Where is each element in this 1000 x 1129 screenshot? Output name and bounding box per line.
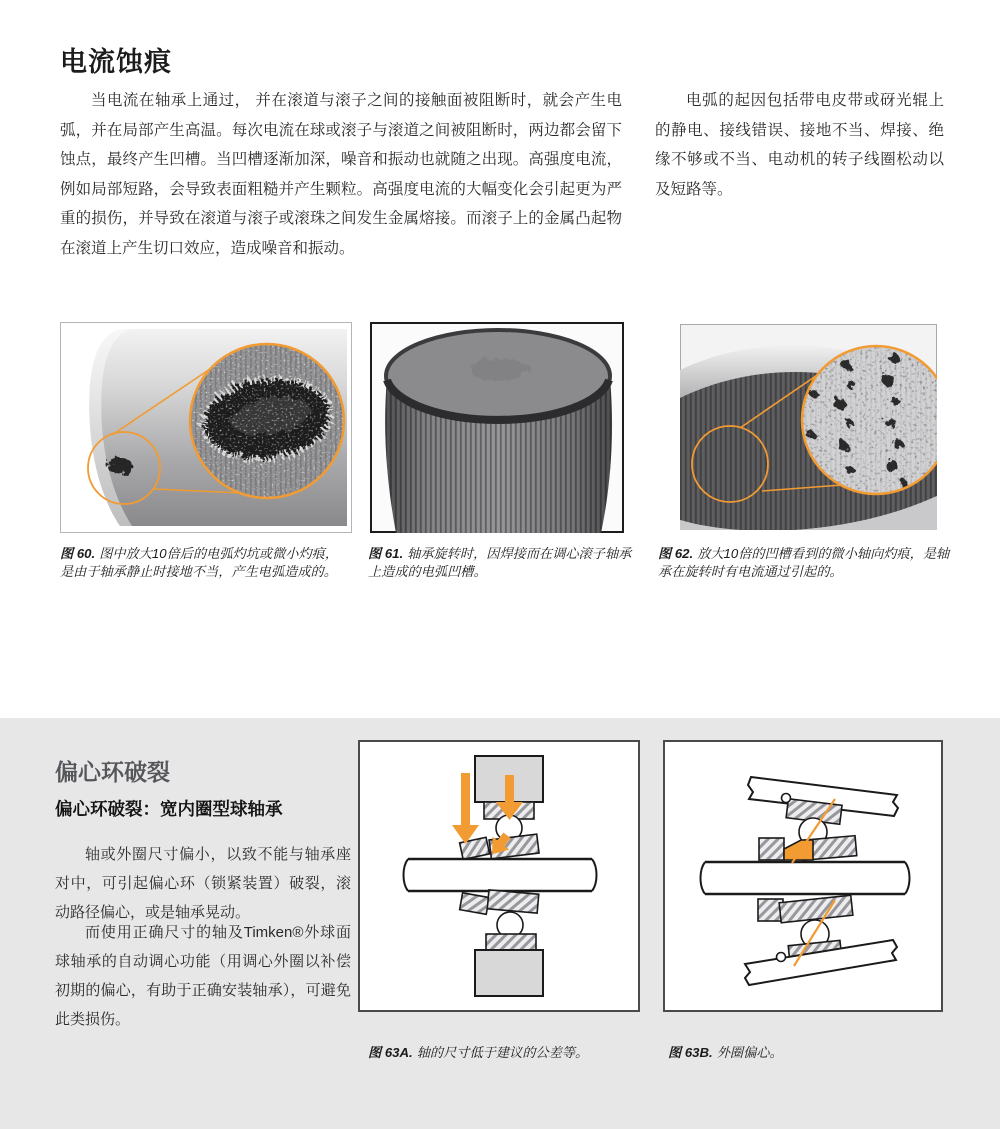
paragraph: 当电流在轴承上通过， 并在滚道与滚子之间的接触面被阻断时，就会产生电弧，并在局部产生高温。每次电流在球或滚子与滚道之间被阻断时，两边都会留下蚀点，最终产生凹槽。当凹槽逐渐加深，噪音和振动也就随之出现。高强度电流，例如局部短路，会导致表面粗糙并产生颗粒。高强度电流的大幅变化会引起更为严重的损伤，并导致在滚道与滚子或滚珠之间发生金属熔接。而滚子上的金属凸起物在滚道上产生切口效应，造成噪音和振动。 (60, 92, 622, 257)
caption-text: 图中放大10倍后的电弧灼坑或微小灼痕，是由于轴承静止时接地不当，产生电弧造成的。 (60, 546, 339, 579)
figure-63a-caption (368, 1044, 648, 1062)
paragraph: 而使用正确尺寸的轴及Timken®外球面球轴承的自动调心功能（用调心外圈以补偿初期的偏心，有助于正确安装轴承），可避免此类损伤。 (55, 924, 351, 1028)
figure-60-caption (60, 545, 350, 580)
caption-text: 外圈偏心。 (716, 1045, 783, 1060)
figure-61-caption (368, 545, 644, 580)
figure-62-caption (658, 545, 956, 580)
figure-label: 图 63A. (368, 1045, 413, 1060)
figure-63b-caption (668, 1044, 938, 1062)
figure-63a-diagram-box (358, 740, 640, 1012)
body-text-right-column (655, 86, 944, 204)
eccentric-collar-highlight (784, 840, 813, 860)
page-title: 电流蚀痕 (60, 47, 172, 77)
figure-63b-diagram-cocked-outer-ring (665, 742, 941, 1010)
figure-63a-diagram-undersized-shaft (360, 742, 638, 1010)
figure-label: 图 63B. (668, 1045, 713, 1060)
caption-text: 轴的尺寸低于建议的公差等。 (416, 1045, 589, 1060)
paragraph: 轴或外圈尺寸偏小，以致不能与轴承座对中，可引起偏心环（锁紧装置）破裂，滚动路径偏心，或是轴承晃动。 (55, 846, 351, 921)
section2-paragraph-1 (55, 840, 351, 927)
section-subtitle: 偏心环破裂：宽内圈型球轴承 (55, 799, 283, 819)
figure-label: 图 61. (368, 546, 404, 561)
caption-text: 轴承旋转时，因焊接而在调心滚子轴承上造成的电弧凹槽。 (368, 546, 632, 579)
figure-61-photo-fluted-roller (370, 322, 624, 533)
figure-62-photo-fluted-raceway (680, 324, 937, 530)
figure-60-photo-arc-crater (60, 322, 352, 533)
paragraph: 电弧的起因包括带电皮带或砑光辊上的静电、接线错误、接地不当、焊接、绝缘不够或不当、电动机的转子线圈松动以及短路等。 (655, 92, 944, 198)
figure-63b-diagram-box (663, 740, 943, 1012)
figure-label: 图 60. (60, 546, 96, 561)
figure-label: 图 62. (658, 546, 694, 561)
caption-text: 放大10倍的凹槽看到的微小轴向灼痕，是轴承在旋转时有电流通过引起的。 (658, 546, 950, 579)
section-title: 偏心环破裂 (55, 759, 170, 785)
section2-paragraph-2 (55, 918, 351, 1034)
body-text-left-column (60, 86, 622, 263)
